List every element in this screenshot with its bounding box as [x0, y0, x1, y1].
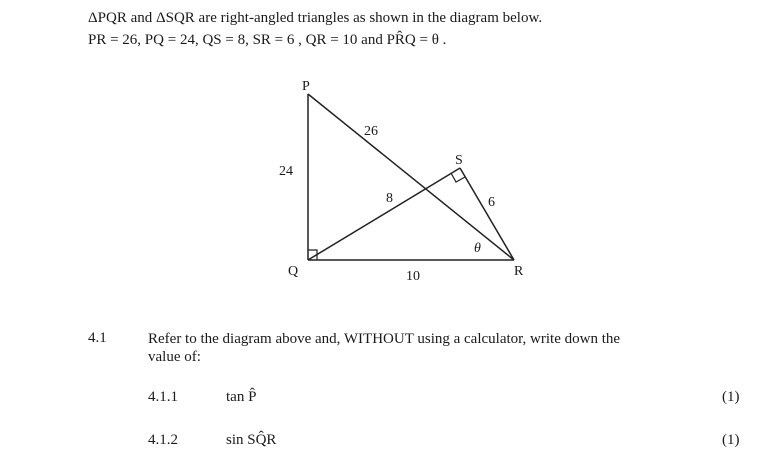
label-r: R [514, 264, 524, 279]
label-qs-length: 8 [386, 191, 393, 206]
triangle-diagram [270, 70, 560, 290]
item-expr-1: tan P̂ [226, 389, 257, 405]
label-q: Q [288, 264, 299, 279]
label-sr-length: 6 [488, 195, 495, 210]
question-text [148, 330, 620, 366]
question-text-line-2: value of: [148, 349, 201, 365]
line-sr [460, 168, 514, 260]
item-marks-1: (1) [722, 389, 740, 405]
label-pr-length: 26 [364, 124, 378, 139]
intro-line-2: PR = 26, PQ = 24, QS = 8, SR = 6 , QR = 10 and PR̂Q = θ . [88, 32, 447, 48]
item-marks-2: (1) [722, 432, 740, 448]
question-text-line-1: Refer to the diagram above and, WITHOUT using a calculator, write down the [148, 331, 621, 347]
label-p: P [302, 79, 310, 94]
label-s: S [455, 153, 463, 168]
label-theta: θ [474, 241, 481, 256]
item-number-1: 4.1.1 [148, 389, 178, 405]
item-number-2: 4.1.2 [148, 432, 178, 448]
item-expr-2: sin SQ̂R [226, 432, 277, 448]
label-pq-length: 24 [279, 164, 293, 179]
line-pr [308, 94, 514, 260]
line-qs [308, 168, 460, 260]
label-qr-length: 10 [406, 269, 420, 284]
question-number: 4.1 [88, 330, 107, 346]
intro-line-1: ΔPQR and ΔSQR are right-angled triangles as shown in the diagram below. [88, 10, 543, 26]
